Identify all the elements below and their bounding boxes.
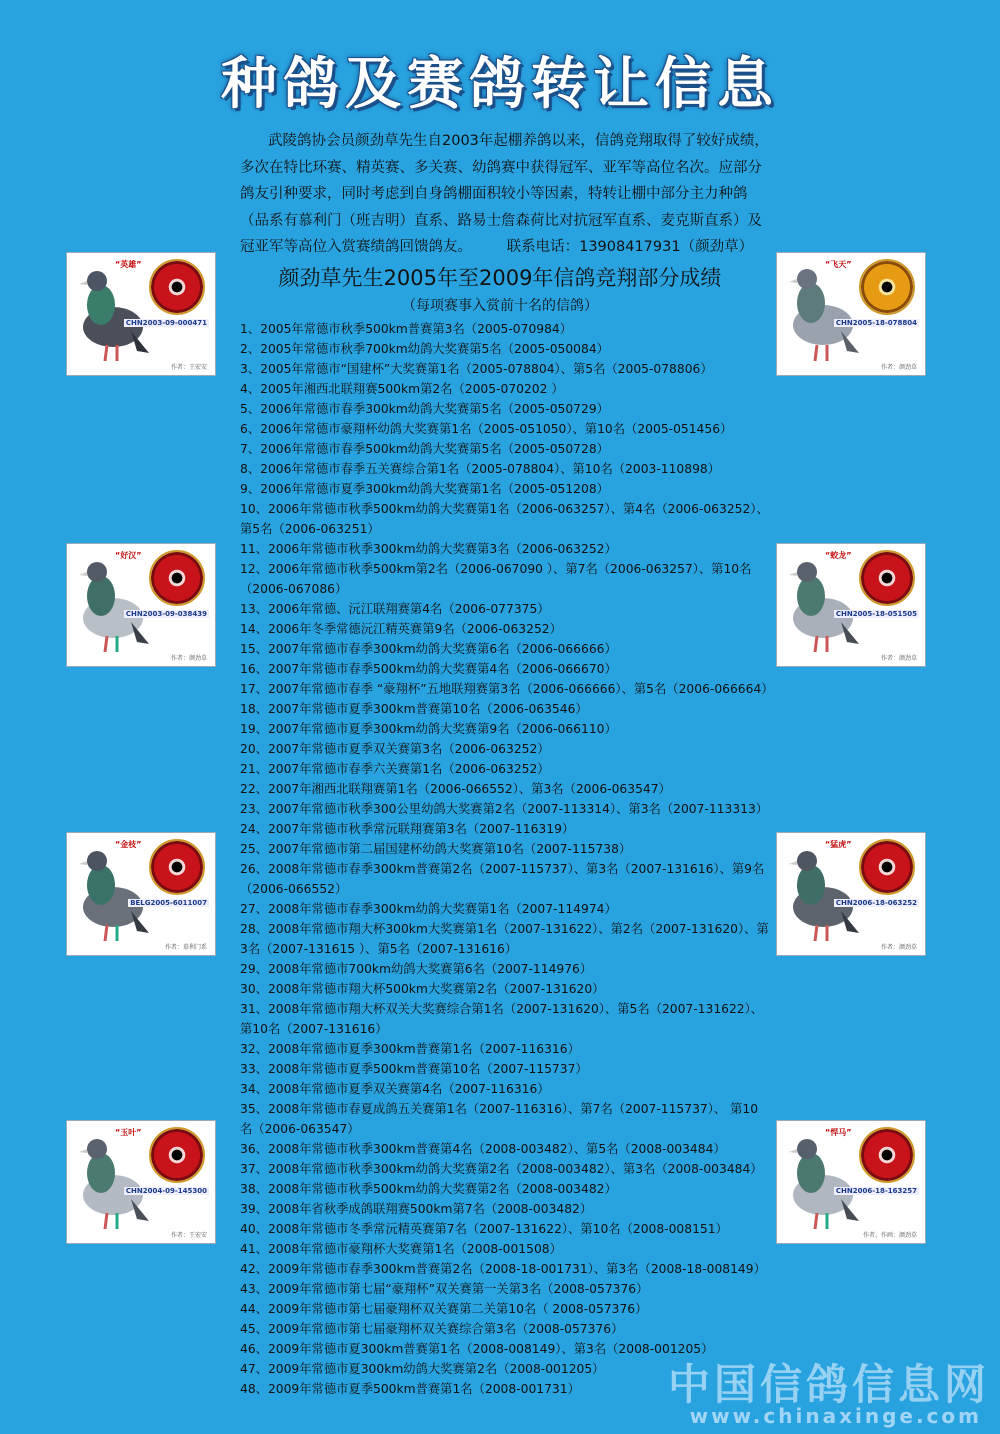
pigeon-eye-icon (859, 1127, 915, 1183)
intro-paragraph (240, 128, 770, 261)
ring-number: CHN2006-18-163257 (835, 1187, 917, 1195)
pigeon-icon (71, 841, 151, 949)
pigeon-eye-icon (149, 839, 205, 895)
result-item: 6、2006年常德市豪翔杯幼鸽大奖赛第1名（2005-051050）、第10名（2005-051456） (240, 422, 733, 436)
card-caption: 作者：颜劲草 (880, 944, 917, 951)
results-list (240, 319, 774, 1399)
pigeon-name: “好汉” (115, 551, 142, 560)
result-item: 28、2008年常德市翔大杯300km大奖赛第1名（2007-131622）、第2名（2007-131620）、第3名（2007-131615 ）、第5名（2007-131616） (240, 922, 769, 956)
result-item: 7、2006年常德市春季500km幼鸽大奖赛第5名（2005-050728） (240, 442, 609, 456)
result-item: 29、2008年常德市700km幼鸽大奖赛第6名（2007-114976） (240, 962, 593, 976)
pigeon-name: “飞天” (825, 260, 852, 269)
result-item: 27、2008年常德市春季300km幼鸽大奖赛第1名（2007-114974） (240, 902, 617, 916)
card-caption: 作者：颜劲草 (880, 655, 917, 662)
pigeon-icon (781, 261, 861, 369)
results-heading: 颜劲草先生2005年至2009年信鸽竞翔部分成绩 (278, 266, 722, 290)
page-title: 种鸽及赛鸽转让信息 (221, 52, 779, 117)
card-caption: 作者：王宏安 (170, 364, 207, 371)
ring-number: CHN2005-18-078804 (835, 319, 917, 327)
result-item: 43、2009年常德市第七届“豪翔杯”双关赛第一关第3名（2008-057376） (240, 1282, 649, 1296)
ring-number: CHN2004-09-145300 (125, 1187, 207, 1195)
result-item: 39、2008年省秋季成鸽联翔赛500km第7名（2008-003482） (240, 1202, 593, 1216)
result-item: 4、2005年湘西北联翔赛500km第2名（2005-070202 ） (240, 382, 564, 396)
result-item: 24、2007年常德市秋季常沅联翔赛第3名（2007-116319） (240, 822, 575, 836)
result-item: 21、2007年常德市春季六关赛第1名（2006-063252） (240, 762, 550, 776)
pigeon-icon (71, 1129, 151, 1237)
result-item: 23、2007年常德市秋季300公里幼鸽大奖赛第2名（2007-113314）、第3名（2007-113313） (240, 802, 769, 816)
pigeon-icon (781, 1129, 861, 1237)
pigeon-icon (71, 552, 151, 660)
result-item: 13、2006年常德、沅江联翔赛第4名（2006-077375） (240, 602, 550, 616)
pigeon-card-jinzhi[interactable] (66, 832, 216, 956)
result-item: 19、2007年常德市夏季300km幼鸽大奖赛第9名（2006-066110） (240, 722, 617, 736)
pigeon-name: “玉叶” (115, 1128, 142, 1137)
pigeon-name: “悍马” (825, 1128, 852, 1137)
pigeon-eye-icon (859, 839, 915, 895)
result-item: 44、2009年常德市第七届豪翔杯双关赛第二关第10名（ 2008-057376） (240, 1302, 648, 1316)
result-item: 31、2008年常德市翔大杯双关大奖赛综合第1名（2007-131620）、第5名（2007-131622）、第10名（2007-131616） (240, 1002, 764, 1036)
result-item: 22、2007年湘西北联翔赛第1名（2006-066552）、第3名（2006-063547） (240, 782, 671, 796)
result-item: 38、2008年常德市秋季500km幼鸽大奖赛第2名（2008-003482） (240, 1182, 617, 1196)
result-item: 36、2008年常德市秋季300km普赛第4名（2008-003482）、第5名（2008-003484） (240, 1142, 726, 1156)
result-item: 45、2009年常德市第七届豪翔杯双关赛综合第3名（2008-057376） (240, 1322, 624, 1336)
result-item: 47、2009年常德市夏300km幼鸽大奖赛第2名（2008-001205） (240, 1362, 605, 1376)
result-item: 35、2008年常德市春夏成鸽五关赛第1名（2007-116316）、第7名（2007-115737）、 第10名（2006-063547） (240, 1102, 759, 1136)
pigeon-card-feitian[interactable] (776, 252, 926, 376)
ring-number: BELG2005-6011007 (130, 899, 207, 907)
pigeon-eye-icon (859, 550, 915, 606)
pigeon-card-yuye[interactable] (66, 1120, 216, 1244)
result-item: 1、2005年常德市秋季500km普赛第3名（2005-070984） (240, 322, 573, 336)
ring-number: CHN2006-18-063252 (835, 899, 917, 907)
pigeon-name: “英雄” (115, 260, 142, 269)
result-item: 25、2007年常德市第二届国建杯幼鸽大奖赛第10名（2007-115738） (240, 842, 632, 856)
ring-number: CHN2005-18-051505 (835, 610, 917, 618)
result-item: 3、2005年常德市“国建杯”大奖赛第1名（2005-078804）、第5名（2005-078806） (240, 362, 713, 376)
result-item: 17、2007年常德市春季 “豪翔杯”五地联翔赛第3名（2006-066666）、第5名（2006-066664） (240, 682, 774, 696)
result-item: 8、2006年常德市春季五关赛综合第1名（2005-078804）、第10名（2003-110898） (240, 462, 721, 476)
ring-number: CHN2003-09-038439 (125, 610, 207, 618)
site-watermark: 中国信鸽信息网 (667, 1360, 990, 1409)
result-item: 15、2007年常德市春季300km幼鸽大奖赛第6名（2006-066666） (240, 642, 617, 656)
result-item: 41、2008年常德市豪翔杯大奖赛第1名（2008-001508） (240, 1242, 562, 1256)
result-item: 20、2007年常德市夏季双关赛第3名（2006-063252） (240, 742, 550, 756)
pigeon-card-yingxiong[interactable] (66, 252, 216, 376)
result-item: 11、2006年常德市秋季300km幼鸽大奖赛第3名（2006-063252） (240, 542, 617, 556)
pigeon-eye-icon (149, 1127, 205, 1183)
result-item: 9、2006年常德市夏季300km幼鸽大奖赛第1名（2005-051208） (240, 482, 609, 496)
result-item: 34、2008年常德市夏季双关赛第4名（2007-116316） (240, 1082, 550, 1096)
result-item: 48、2009年常德市夏季500km普赛第1名（2008-001731） (240, 1382, 580, 1396)
pigeon-icon (781, 841, 861, 949)
pigeon-icon (71, 261, 151, 369)
intro-text: 武陵鸽协会员颜劲草先生自2003年起棚养鸽以来，信鸽竞翔取得了较好成绩，多次在特比环赛、精英赛、多关赛、幼鸽赛中获得冠军、亚军等高位名次。应部分鸽友引种要求，同时考虑到自身鸽棚面积较小等因素，特转让棚中部分主力种鸽（品系有慕利门（班吉明）直系、路易士詹森荷比对抗冠军直系、麦克斯直系）及冠亚军等高位入赏赛绩鸽回馈鸽友。 (240, 133, 769, 255)
results-note: （每项赛事入赏前十名的信鸽） (402, 298, 598, 314)
result-item: 30、2008年常德市翔大杯500km大奖赛第2名（2007-131620） (240, 982, 605, 996)
result-item: 46、2009年常德市夏300km普赛第1名（2008-008149）、第3名（2008-001205） (240, 1342, 714, 1356)
result-item: 2、2005年常德市秋季700km幼鸽大奖赛第5名（2005-050084） (240, 342, 609, 356)
contact-phone: 联系电话：13908417931（颜劲草） (506, 239, 754, 255)
card-caption: 作者：王宏安 (170, 1232, 207, 1239)
card-caption: 作者：颜劲草 (170, 655, 207, 662)
pigeon-card-jiaolong[interactable] (776, 543, 926, 667)
pigeon-card-haohan[interactable] (66, 543, 216, 667)
result-item: 33、2008年常德市夏季500km普赛第10名（2007-115737） (240, 1062, 588, 1076)
pigeon-name: “金枝” (115, 840, 142, 849)
site-watermark-url: www.chinaxinge.com (689, 1404, 982, 1428)
result-item: 12、2006年常德市秋季500km第2名（2006-067090 ）、第7名（2006-063257）、第10名（2006-067086） (240, 562, 752, 596)
result-item: 40、2008年常德市冬季常沅精英赛第7名（2007-131622）、第10名（2008-008151） (240, 1222, 728, 1236)
ring-number: CHN2003-09-000471 (125, 319, 207, 327)
pigeon-card-menghu[interactable] (776, 832, 926, 956)
result-item: 37、2008年常德市秋季300km幼鸽大奖赛第2名（2008-003482）、第3名（2008-003484） (240, 1162, 763, 1176)
result-item: 14、2006年冬季常德沅江精英赛第9名（2006-063252） (240, 622, 562, 636)
result-item: 26、2008年常德市春季300km普赛第2名（2007-115737）、第3名（2007-131616）、第9名（2006-066552） (240, 862, 765, 896)
card-caption: 作者、作画：颜劲草 (862, 1232, 917, 1239)
card-caption: 作者：颜劲草 (880, 364, 917, 371)
pigeon-card-hanma[interactable] (776, 1120, 926, 1244)
pigeon-name: “蛟龙” (825, 551, 852, 560)
result-item: 16、2007年常德市春季500km幼鸽大奖赛第4名（2006-066670） (240, 662, 617, 676)
result-item: 42、2009年常德市春季300km普赛第2名（2008-18-001731）、第3名（2008-18-008149） (240, 1262, 766, 1276)
result-item: 18、2007年常德市夏季300km普赛第10名（2006-063546） (240, 702, 588, 716)
card-caption: 作者：慕利门系 (164, 944, 207, 951)
result-item: 32、2008年常德市夏季300km普赛第1名（2007-116316） (240, 1042, 580, 1056)
result-item: 5、2006年常德市春季300km幼鸽大奖赛第5名（2005-050729） (240, 402, 609, 416)
pigeon-eye-icon (859, 259, 915, 315)
pigeon-eye-icon (149, 550, 205, 606)
result-item: 10、2006年常德市秋季500km幼鸽大奖赛第1名（2006-063257）、第4名（2006-063252）、第5名（2006-063251） (240, 502, 769, 536)
pigeon-name: “猛虎” (825, 840, 852, 849)
pigeon-icon (781, 552, 861, 660)
pigeon-eye-icon (149, 259, 205, 315)
